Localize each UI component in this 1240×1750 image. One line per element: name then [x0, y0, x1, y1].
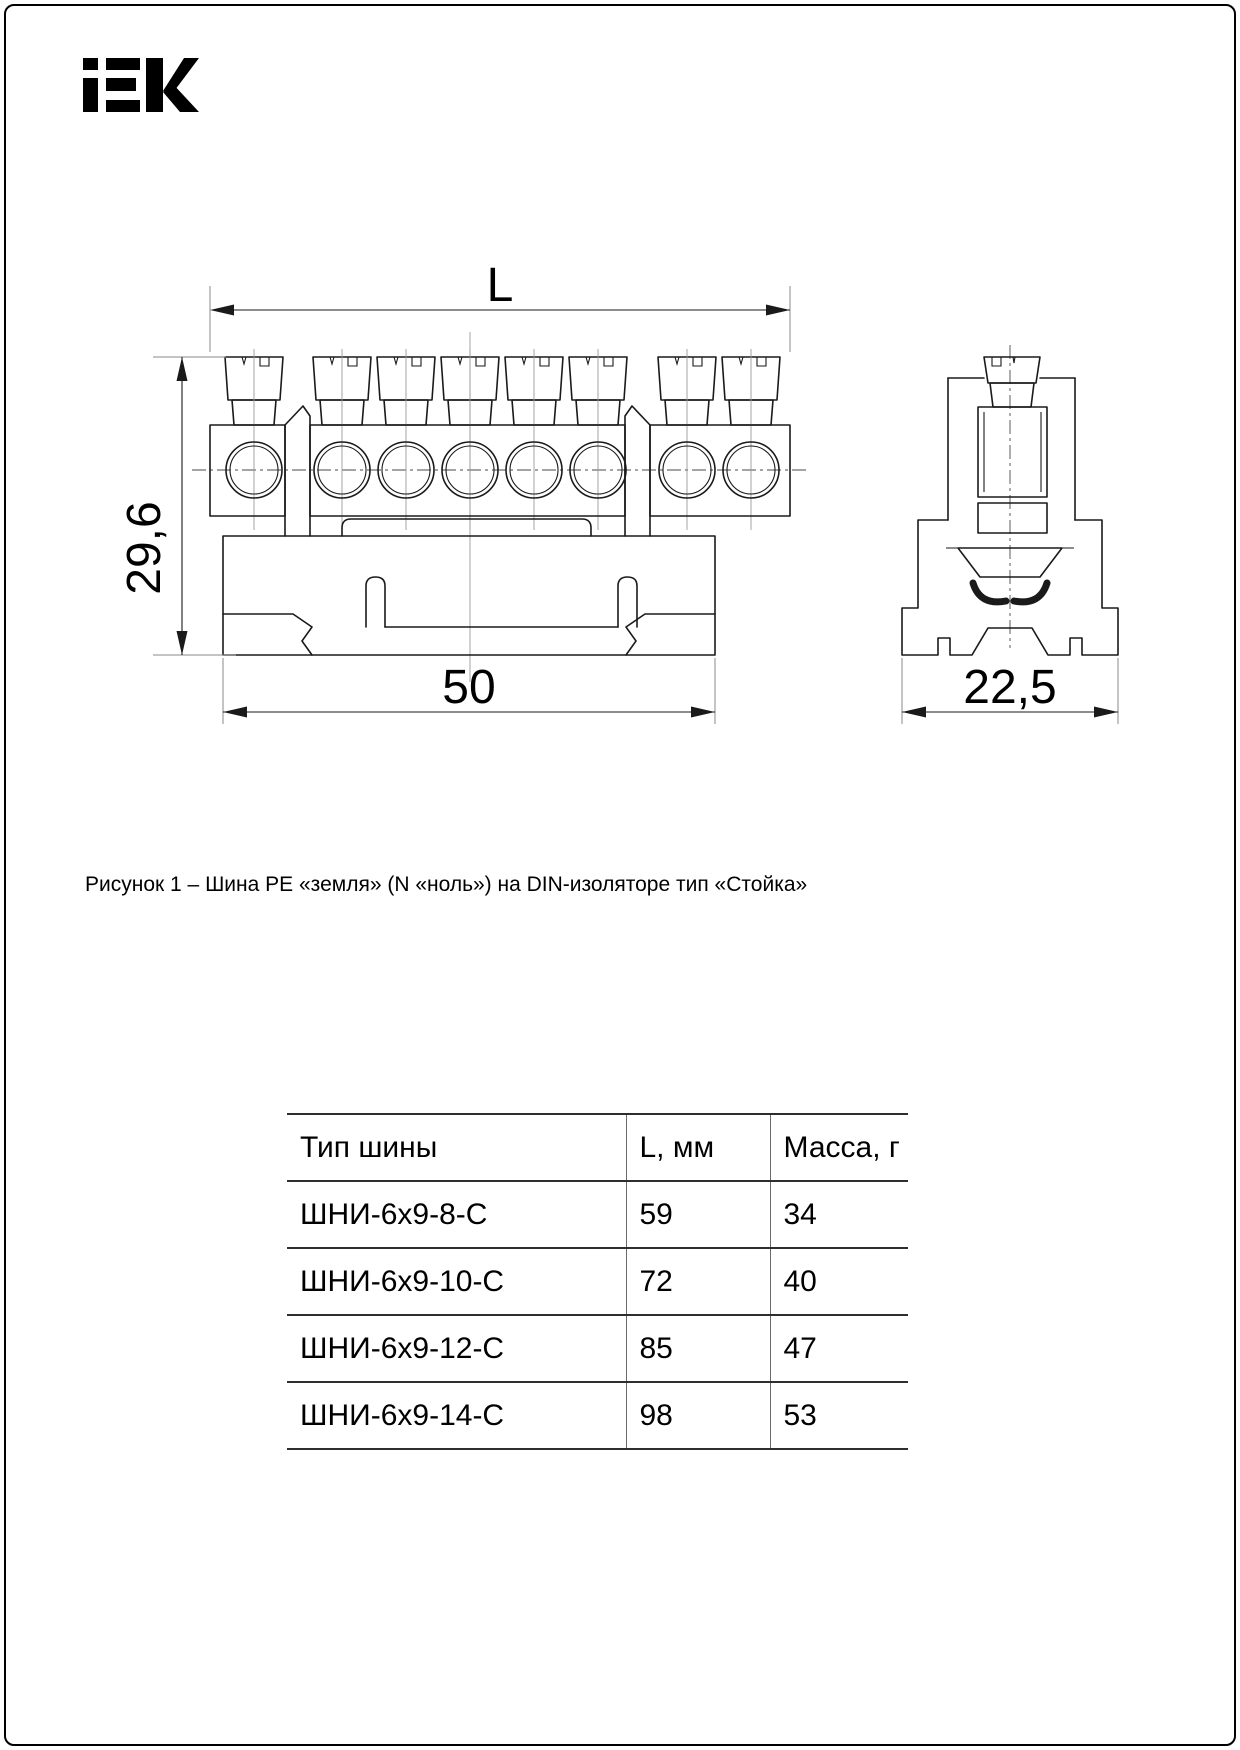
cell-length: 98 — [626, 1382, 770, 1449]
cell-length: 72 — [626, 1248, 770, 1315]
cell-length: 85 — [626, 1315, 770, 1382]
side-view — [902, 345, 1118, 655]
dimension-L — [210, 259, 790, 352]
table-row — [287, 1248, 908, 1315]
cell-mass: 40 — [770, 1248, 908, 1315]
bus-segment-middle — [310, 425, 625, 516]
bus-segment-left — [210, 425, 285, 516]
col-header-length: L, мм — [626, 1114, 770, 1181]
cell-type: ШНИ-6х9-14-С — [287, 1382, 626, 1449]
figure-caption: Рисунок 1 – Шина PE «земля» (N «ноль») на DIN-изоляторе тип «Стойка» — [85, 873, 808, 896]
spec-table — [287, 1113, 908, 1450]
cell-type: ШНИ-6х9-10-С — [287, 1248, 626, 1315]
bus-segment-right — [650, 425, 790, 516]
dim-label-L: L — [486, 259, 514, 312]
cell-mass: 47 — [770, 1315, 908, 1382]
spring-clip-right — [1014, 583, 1047, 602]
dim-label-side-width: 22,5 — [963, 661, 1057, 714]
dimension-50 — [223, 658, 715, 724]
cell-length: 59 — [626, 1181, 770, 1248]
col-header-mass: Масса, г — [770, 1114, 908, 1181]
col-header-type: Тип шины — [287, 1114, 626, 1181]
cell-mass: 34 — [770, 1181, 908, 1248]
base-outline — [223, 536, 715, 655]
dim-label-height: 29,6 — [118, 501, 171, 595]
insulator-post-right — [625, 406, 650, 536]
cell-type: ШНИ-6х9-12-С — [287, 1315, 626, 1382]
dimension-29-6 — [118, 357, 236, 655]
technical-drawing — [0, 0, 1240, 800]
dimension-22-5 — [902, 658, 1118, 724]
table-row — [287, 1181, 908, 1248]
insulator-post-left — [285, 406, 310, 536]
table-header-row — [287, 1114, 908, 1181]
cell-type: ШНИ-6х9-8-С — [287, 1181, 626, 1248]
front-view — [192, 332, 808, 682]
table-row — [287, 1382, 908, 1449]
spring-clip-left — [973, 583, 1006, 602]
dim-label-base-width: 50 — [442, 661, 496, 714]
din-rail-top — [342, 519, 591, 536]
table-row — [287, 1315, 908, 1382]
cell-mass: 53 — [770, 1382, 908, 1449]
